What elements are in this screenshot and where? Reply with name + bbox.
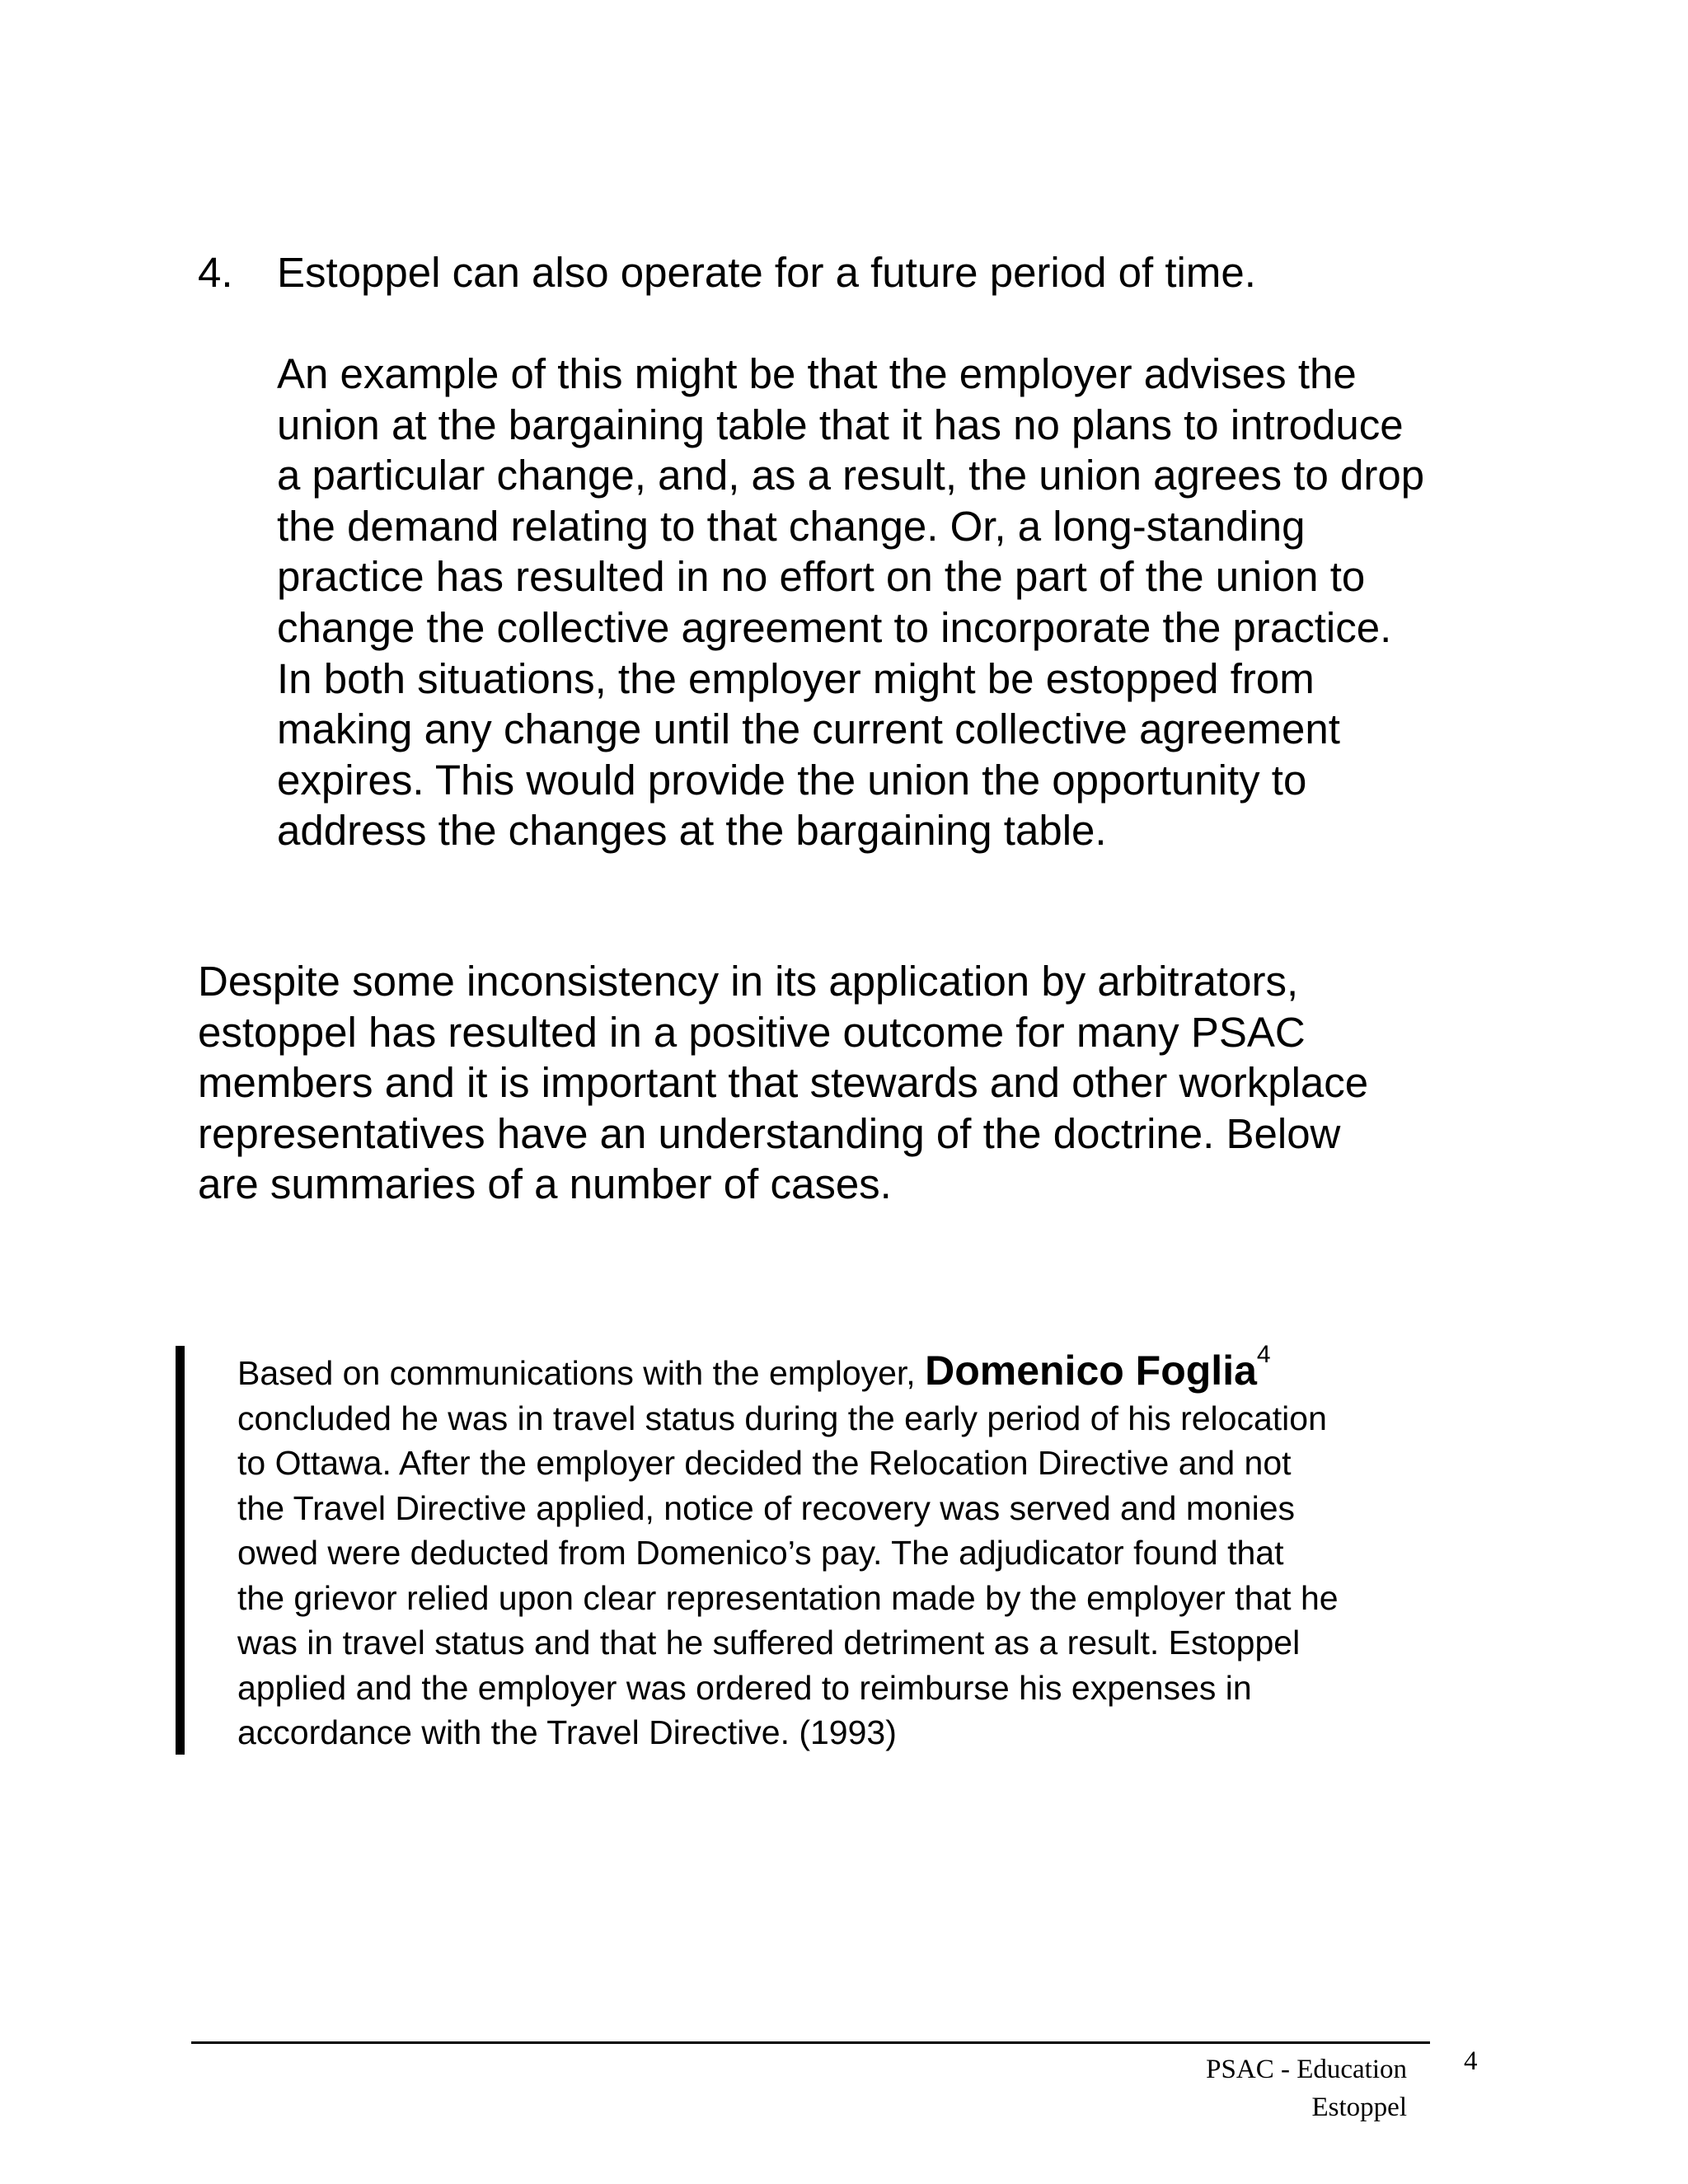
paragraph-line: representatives have an understanding of the doctrine. Below bbox=[198, 1109, 1341, 1157]
case-line: was in travel status and that he suffered detriment as a result. Estoppel bbox=[237, 1624, 1301, 1661]
paragraph-line: are summaries of a number of cases. bbox=[198, 1160, 892, 1208]
paragraph-line: Despite some inconsistency in its application by arbitrators, bbox=[198, 958, 1299, 1005]
paragraph-line: the demand relating to that change. Or, a long-standing bbox=[277, 502, 1306, 550]
footer-organization: PSAC - Education bbox=[1206, 2055, 1407, 2084]
list-item-number: 4. bbox=[198, 249, 233, 296]
paragraph-line: a particular change, and, as a result, the union agrees to drop bbox=[277, 452, 1425, 499]
case-name: Domenico Foglia bbox=[925, 1347, 1257, 1394]
case-sidebar-rule bbox=[176, 1346, 185, 1755]
case-line: the grievor relied upon clear representation made by the employer that he bbox=[237, 1578, 1339, 1617]
list-item-heading: Estoppel can also operate for a future period of time. bbox=[277, 249, 1256, 296]
case-line: concluded he was in travel status during the early period of his relocation bbox=[237, 1399, 1327, 1437]
case-summary bbox=[237, 1341, 1523, 1755]
paragraph-line: expires. This would provide the union the opportunity to bbox=[277, 756, 1307, 804]
case-line: owed were deducted from Domenico’s pay. The adjudicator found that bbox=[237, 1534, 1284, 1572]
paragraph-line: estoppel has resulted in a positive outcome for many PSAC bbox=[198, 1008, 1306, 1056]
case-first-line bbox=[237, 1341, 1523, 1396]
paragraph-line: making any change until the current collective agreement bbox=[277, 705, 1340, 753]
case-line: to Ottawa. After the employer decided the Relocation Directive and not bbox=[237, 1444, 1292, 1482]
footnote-reference: 4 bbox=[1256, 1341, 1271, 1368]
case-line: the Travel Directive applied, notice of recovery was served and monies bbox=[237, 1488, 1296, 1527]
footer-topic: Estoppel bbox=[1311, 2093, 1407, 2122]
paragraph-line: change the collective agreement to incorporate the practice. bbox=[277, 603, 1392, 651]
paragraph-line: practice has resulted in no effort on the part of the union to bbox=[277, 553, 1366, 601]
paragraph-line: In both situations, the employer might be estopped from bbox=[277, 654, 1315, 702]
page-number: 4 bbox=[1464, 2046, 1478, 2076]
list-item-body bbox=[277, 349, 1513, 856]
paragraph-line: An example of this might be that the employer advises the bbox=[277, 350, 1357, 397]
summary-paragraph bbox=[198, 956, 1517, 1210]
paragraph-line: address the changes at the bargaining table. bbox=[277, 807, 1107, 855]
paragraph-line: union at the bargaining table that it has no plans to introduce bbox=[277, 401, 1404, 448]
case-line: applied and the employer was ordered to reimburse his expenses in bbox=[237, 1668, 1252, 1707]
case-intro-text: Based on communications with the employer, bbox=[237, 1354, 926, 1392]
paragraph-line: members and it is important that stewards and other workplace bbox=[198, 1059, 1369, 1107]
footer-divider bbox=[191, 2041, 1430, 2044]
case-line: accordance with the Travel Directive. (1993) bbox=[237, 1713, 897, 1751]
